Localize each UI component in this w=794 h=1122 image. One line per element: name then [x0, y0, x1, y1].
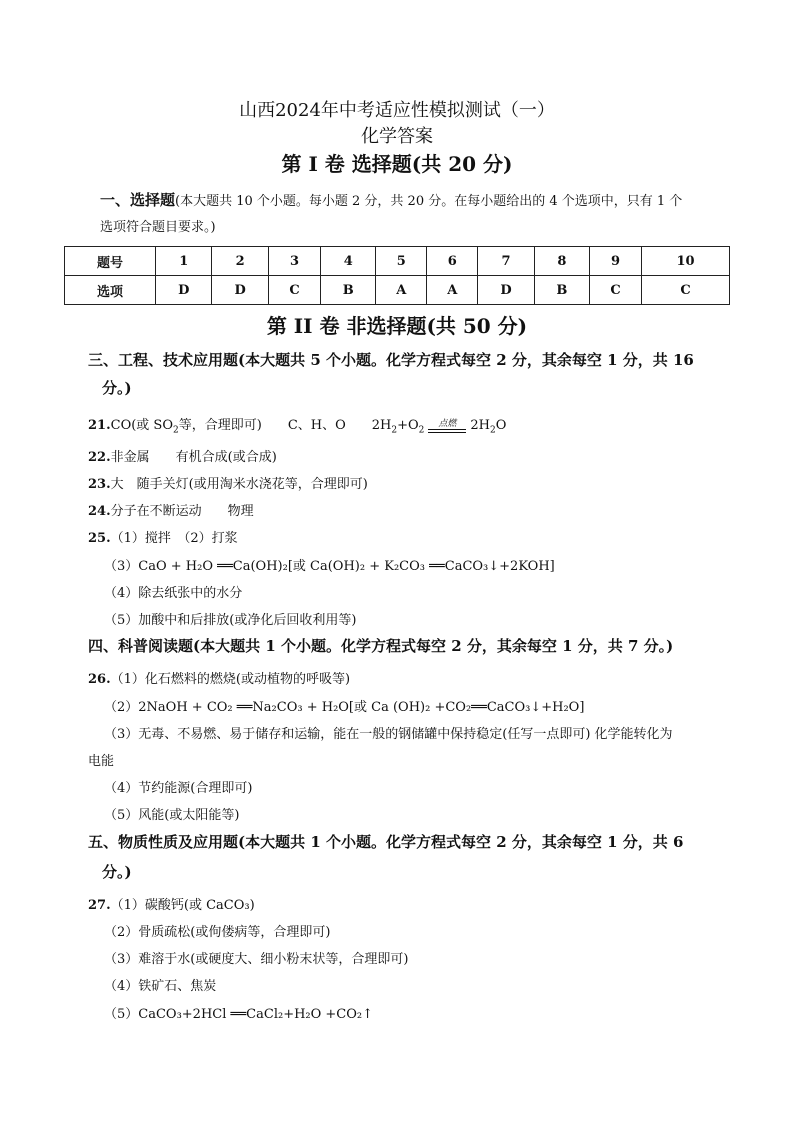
- page-subtitle: 化学答案: [361, 126, 433, 147]
- table-cell: C: [589, 276, 641, 305]
- part2-heading: 第 II 卷 非选择题(共 50 分): [266, 314, 528, 338]
- table-cell: A: [427, 276, 478, 305]
- table-cell: 10: [642, 247, 730, 276]
- section4-heading: 四、科普阅读题(本大题共 1 个小题。化学方程式每空 2 分，其余每空 1 分，共 7 分。): [88, 637, 674, 655]
- answer-text: CO(或 SO: [110, 418, 173, 433]
- question-number: 21.: [88, 418, 111, 433]
- section5-heading-line2: 分。): [102, 863, 132, 881]
- answer-26-3: （3）无毒、不易燃、易于储存和运输，能在一般的钢储罐中保持稳定(任写一点即可) 化学能转化为: [104, 727, 673, 742]
- answer-text: 等，合理即可): [178, 418, 262, 433]
- section1-desc-line1: (本大题共 10 个小题。每小题 2 分，共 20 分。在每小题给出的 4 个选项中，只有 1 个: [175, 194, 683, 209]
- answer-text: 分子在不断运动 物理: [110, 504, 254, 519]
- section1-label: 一、选择题: [100, 191, 176, 209]
- answer-table-row-numbers: [65, 247, 730, 276]
- answer-text: 大 随手关灯(或用淘米水浇花等，合理即可): [110, 477, 368, 492]
- table-header-option: 选项: [65, 276, 156, 305]
- part1-heading: 第 I 卷 选择题(共 20 分): [281, 152, 513, 176]
- section5-heading-line1: 五、物质性质及应用题(本大题共 1 个小题。化学方程式每空 2 分，其余每空 1 分，共 6: [88, 833, 684, 851]
- question-number: 24.: [88, 504, 111, 519]
- table-cell: 6: [427, 247, 478, 276]
- answer-26-4: （4）节约能源(合理即可): [104, 781, 253, 796]
- table-cell: C: [642, 276, 730, 305]
- answer-25-4: （4）除去纸张中的水分: [104, 586, 243, 601]
- section1-intro: [100, 186, 720, 216]
- table-cell: 9: [589, 247, 641, 276]
- answer-text: （1）碳酸钙(或 CaCO₃): [110, 898, 255, 913]
- table-cell: 1: [156, 247, 212, 276]
- table-cell: 2: [212, 247, 268, 276]
- answer-25: [88, 527, 728, 546]
- section1-desc-line2: 选项符合题目要求。): [100, 220, 216, 235]
- answer-22: [88, 446, 728, 465]
- answer-26-3-cont: 电能: [88, 754, 115, 769]
- answer-27-2: （2）骨质疏松(或佝偻病等，合理即可): [104, 925, 331, 940]
- table-cell: 7: [478, 247, 534, 276]
- section3-heading-line2: 分。): [102, 379, 132, 397]
- question-number: 23.: [88, 477, 111, 492]
- answer-26-5: （5）风能(或太阳能等): [104, 808, 240, 823]
- answer-table-row-answers: [65, 276, 730, 305]
- page-title: 山西2024年中考适应性模拟测试（一）: [239, 100, 555, 121]
- answer-21: 21.CO(或 $SO_2$等，合理即可) C、H、O $2H_2+O_2$ 点燃 $2H_2O$: [88, 418, 507, 436]
- table-cell: D: [156, 276, 212, 305]
- table-cell: C: [268, 276, 320, 305]
- question-number: 27.: [88, 898, 111, 913]
- answer-table: [64, 246, 730, 305]
- answer-text: （1）化石燃料的燃烧(或动植物的呼吸等): [110, 672, 351, 687]
- answer-text: C、H、O: [287, 418, 346, 433]
- question-number: 22.: [88, 450, 111, 465]
- answer-27-5: （5）CaCO₃+2HCl ══CaCl₂+H₂O +CO₂↑: [104, 1007, 374, 1022]
- table-cell: D: [212, 276, 268, 305]
- answer-25-5: （5）加酸中和后排放(或净化后回收利用等): [104, 613, 357, 628]
- table-cell: 4: [321, 247, 376, 276]
- table-cell: B: [321, 276, 376, 305]
- answer-text: （1）搅拌 （2）打浆: [110, 531, 238, 546]
- answer-27: [88, 894, 728, 913]
- equation: $2H_2+O_2$ 点燃 $2H_2O$: [371, 418, 507, 436]
- table-cell: 5: [376, 247, 427, 276]
- answer-24: [88, 500, 728, 519]
- answer-text: 非金属 有机合成(或合成): [110, 450, 277, 465]
- answer-25-3: （3）CaO + H₂O ══Ca(OH)₂[或 Ca(OH)₂ + K₂CO₃ ══CaCO₃↓+2KOH]: [104, 559, 555, 574]
- answer-27-3: （3）难溶于水(或硬度大、细小粉末状等，合理即可): [104, 952, 409, 967]
- table-cell: A: [376, 276, 427, 305]
- answer-26: [88, 668, 728, 687]
- table-cell: 8: [534, 247, 589, 276]
- table-cell: 3: [268, 247, 320, 276]
- table-cell: B: [534, 276, 589, 305]
- section3-heading-line1: 三、工程、技术应用题(本大题共 5 个小题。化学方程式每空 2 分，其余每空 1 分，共 16: [88, 351, 694, 369]
- reaction-condition: 点燃: [428, 419, 466, 433]
- answer-27-4: （4）铁矿石、焦炭: [104, 979, 217, 994]
- answer-23: [88, 473, 728, 492]
- answer-26-2: （2）2NaOH + CO₂ ══Na₂CO₃ + H₂O[或 Ca (OH)₂ +CO₂══CaCO₃↓+H₂O]: [104, 700, 585, 715]
- question-number: 26.: [88, 672, 111, 687]
- table-header-number: 题号: [65, 247, 156, 276]
- table-cell: D: [478, 276, 534, 305]
- question-number: 25.: [88, 531, 111, 546]
